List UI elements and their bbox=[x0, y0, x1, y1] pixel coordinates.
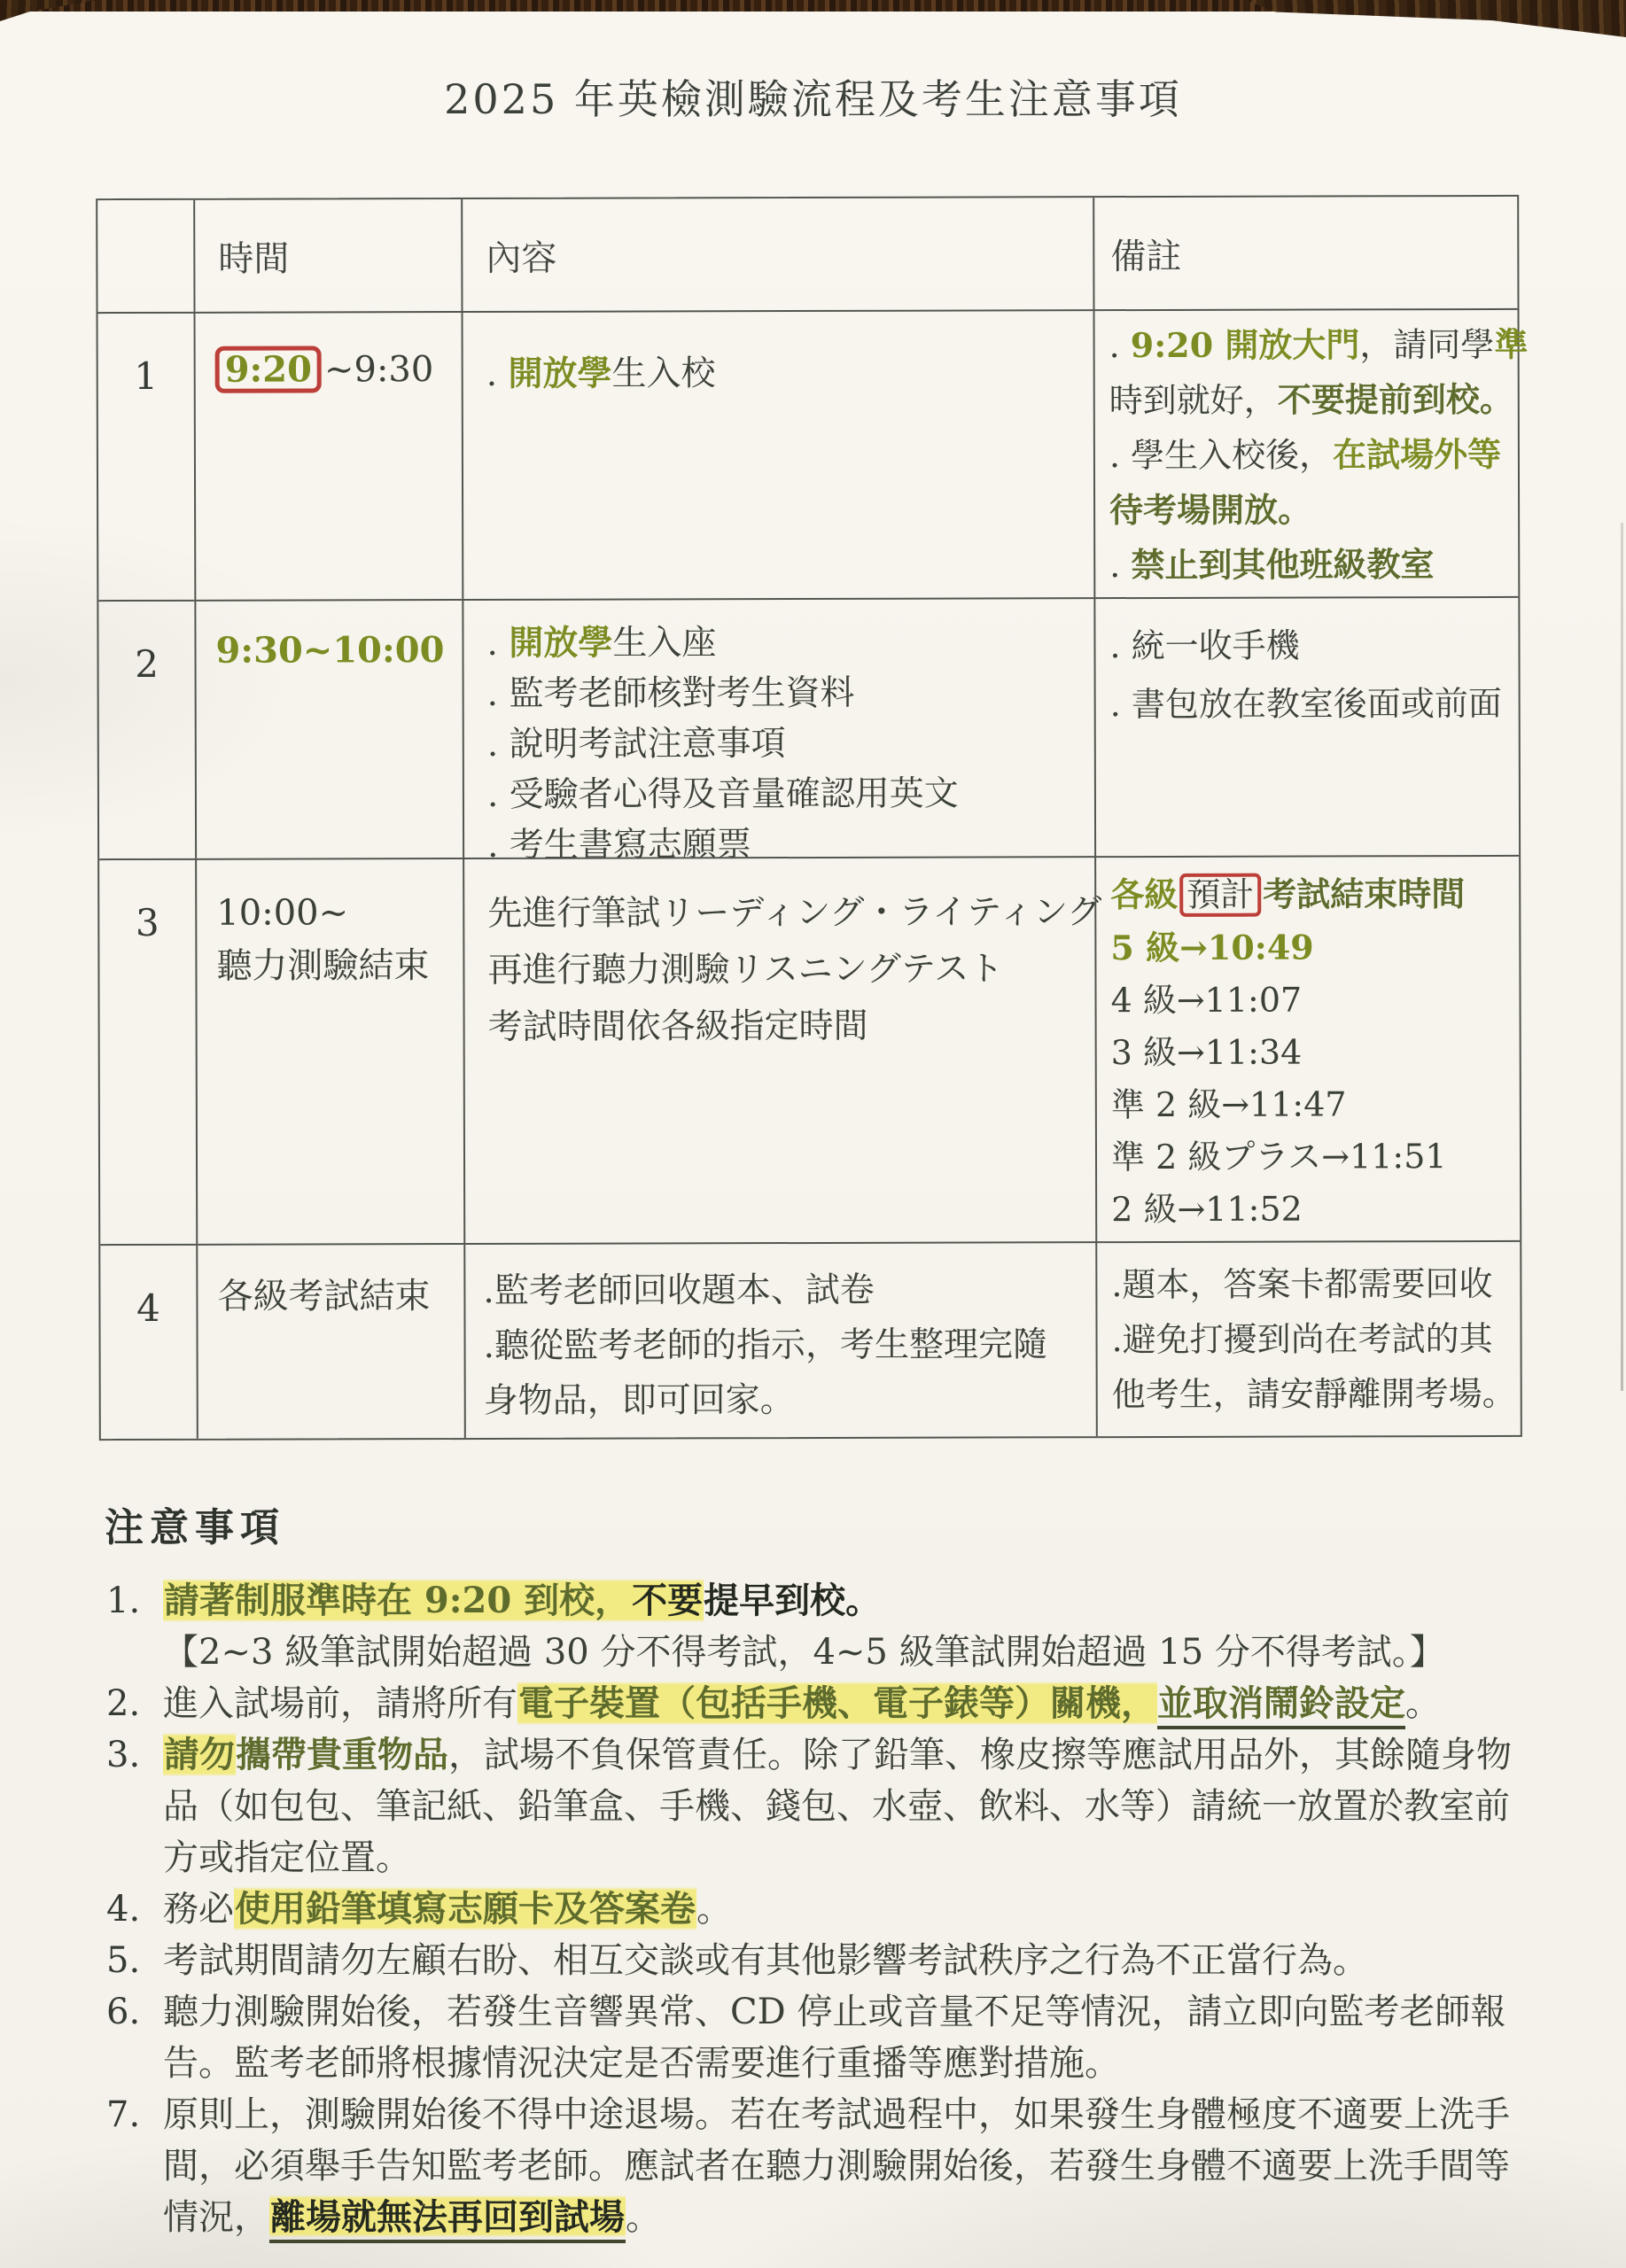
text-line bbox=[487, 884, 1102, 943]
note-lines bbox=[163, 1729, 1575, 1884]
remark-cell bbox=[1094, 855, 1520, 1241]
text-segment: 原則上，測驗開始後不得中途退場。若在考試過程中，如果發生身體極度不適要上洗手 bbox=[163, 2094, 1510, 2135]
table-header-number bbox=[97, 200, 193, 312]
note-item bbox=[105, 1678, 1575, 1729]
content-cell bbox=[463, 1241, 1096, 1438]
text-line bbox=[1109, 537, 1518, 593]
text-segment: ，請同學 bbox=[1359, 324, 1495, 365]
text-segment: 生入校 bbox=[611, 353, 716, 394]
text-segment: . 考生書寫志願票 bbox=[487, 825, 751, 866]
text-line bbox=[1111, 1183, 1520, 1236]
text-segment: 身物品，即可回家。 bbox=[483, 1380, 795, 1421]
text-line bbox=[487, 718, 1094, 770]
text-segment: 在試場外等 bbox=[1333, 433, 1502, 475]
remark-cell bbox=[1093, 596, 1519, 856]
note-item bbox=[105, 1729, 1575, 1884]
text-segment: 聽力測驗開始後，若發生音響異常、CD 停止或音量不足等情況，請立即向監考老師報 bbox=[163, 1992, 1506, 2032]
text-segment: . 監考老師核對考生資料 bbox=[486, 672, 855, 714]
text-line bbox=[163, 1627, 1575, 1678]
content-cell bbox=[462, 309, 1094, 599]
text-segment: 請著制服準時在 9:20 到校， bbox=[163, 1576, 631, 1625]
text-segment: 4 級→11:07 bbox=[1110, 980, 1303, 1021]
row-number: 4 bbox=[100, 1244, 197, 1439]
note-number: 7. bbox=[106, 2094, 141, 2135]
text-line bbox=[487, 941, 1094, 999]
text-segment: 開放學 bbox=[509, 622, 613, 664]
text-line bbox=[163, 1986, 1575, 2038]
table-header-content: 內容 bbox=[461, 198, 1093, 311]
text-line bbox=[1111, 1256, 1520, 1312]
remark-cell bbox=[1095, 1240, 1521, 1436]
text-segment: 提早到校。 bbox=[704, 1580, 882, 1621]
text-segment: 5 級→10:49 bbox=[1110, 927, 1314, 968]
text-segment: 先進行筆試リーディング・ライティング bbox=[487, 892, 1102, 934]
text-segment: 。 bbox=[1405, 1683, 1441, 1724]
text-segment: 間，必須舉手告知監考老師。應試者在聽力測驗開始後，若發生身體不適要上洗手間等 bbox=[163, 2146, 1510, 2186]
text-segment: .監考老師回收題本、試卷 bbox=[483, 1270, 875, 1311]
text-segment: 預計 bbox=[1179, 874, 1261, 917]
scan-edge-top-right bbox=[1245, 0, 1626, 37]
table-header-remark: 備註 bbox=[1093, 197, 1517, 309]
note-number: 3. bbox=[106, 1735, 141, 1775]
text-segment: 9:30~10:00 bbox=[215, 629, 445, 672]
note-number: 2. bbox=[106, 1683, 141, 1724]
text-segment: .題本，答案卡都需要回收 bbox=[1111, 1263, 1493, 1305]
remark-cell bbox=[1093, 308, 1529, 597]
text-segment: 準 bbox=[1494, 323, 1529, 364]
text-segment: 方或指定位置。 bbox=[163, 1837, 411, 1878]
note-item bbox=[105, 2089, 1575, 2243]
text-line bbox=[486, 617, 1093, 669]
text-line bbox=[483, 1262, 1095, 1319]
text-segment: 攜帶貴重物品 bbox=[236, 1734, 448, 1775]
note-lines bbox=[163, 1678, 1575, 1729]
text-segment: 情況， bbox=[163, 2197, 269, 2238]
text-segment: 。 bbox=[626, 2197, 661, 2238]
row-number: 1 bbox=[98, 312, 195, 600]
text-segment: 各級 bbox=[1110, 874, 1179, 915]
content-cell bbox=[462, 597, 1094, 866]
text-segment: ，試場不負保管責任。除了鉛筆、橡皮擦等應試用品外，其餘隨身物 bbox=[448, 1735, 1512, 1775]
note-item bbox=[105, 1986, 1575, 2089]
note-lines bbox=[163, 1935, 1575, 1986]
text-segment: 準 2 級プラス→11:51 bbox=[1110, 1137, 1447, 1177]
text-line bbox=[163, 2140, 1575, 2192]
table-header-time: 時間 bbox=[193, 199, 461, 312]
text-line bbox=[1109, 317, 1529, 373]
notes-heading: 注意事項 bbox=[105, 1505, 285, 1550]
text-line bbox=[163, 1884, 1575, 1935]
text-segment: 開放學 bbox=[508, 353, 612, 394]
text-segment: 禁止到其他班級教室 bbox=[1131, 544, 1435, 586]
text-line bbox=[487, 667, 1094, 719]
text-line bbox=[1110, 867, 1519, 921]
note-number: 4. bbox=[106, 1889, 141, 1930]
text-segment: 務必 bbox=[163, 1889, 234, 1930]
notes-section bbox=[105, 1495, 1575, 2243]
text-segment: .聽從監考老師的指示，考生整理完隨 bbox=[483, 1324, 1048, 1366]
text-line bbox=[488, 998, 1095, 1056]
text-segment: . 統一收手機 bbox=[1109, 625, 1300, 666]
text-segment: 告。監考老師將根據情況決定是否需要進行重播等應對措施。 bbox=[163, 2043, 1120, 2084]
text-segment: 並取消鬧鈴設定 bbox=[1157, 1682, 1405, 1729]
text-line bbox=[1109, 482, 1518, 538]
notes-list bbox=[105, 1575, 1575, 2243]
text-segment: 準 2 級→11:47 bbox=[1110, 1084, 1347, 1125]
text-line bbox=[1109, 616, 1518, 675]
text-segment: . 說明考試注意事項 bbox=[486, 724, 786, 765]
text-line bbox=[483, 1317, 1095, 1374]
text-line bbox=[1110, 974, 1519, 1027]
text-segment: .避免打擾到尚在考試的其 bbox=[1111, 1318, 1493, 1360]
text-line bbox=[163, 1781, 1575, 1832]
text-segment: . bbox=[486, 623, 510, 664]
paper-edge-shadow bbox=[1621, 523, 1623, 1391]
note-item bbox=[105, 1935, 1575, 1986]
text-line bbox=[1111, 1026, 1520, 1079]
text-line bbox=[215, 343, 462, 397]
note-number: 1. bbox=[106, 1581, 141, 1621]
time-cell bbox=[196, 1243, 464, 1439]
text-segment: 時到就好， bbox=[1109, 380, 1278, 421]
text-line bbox=[487, 768, 1094, 820]
text-segment: . bbox=[1109, 326, 1131, 366]
page-title: 2025 年英檢測驗流程及考生注意事項 bbox=[444, 75, 1182, 123]
schedule-table bbox=[96, 195, 1529, 1441]
text-line bbox=[1109, 372, 1518, 428]
note-item bbox=[105, 1884, 1575, 1935]
text-segment: 離場就無法再回到試場 bbox=[269, 2193, 626, 2243]
text-segment: . 學生入校後， bbox=[1109, 435, 1334, 476]
text-segment: 。 bbox=[696, 1889, 732, 1930]
text-line bbox=[217, 1270, 463, 1324]
text-segment: 他考生，請安靜離開考場。 bbox=[1111, 1373, 1516, 1415]
text-line bbox=[1109, 427, 1518, 483]
content-cell bbox=[463, 856, 1102, 1243]
text-segment: . 受驗者心得及音量確認用英文 bbox=[486, 773, 959, 815]
text-line bbox=[163, 1935, 1575, 1986]
text-segment: 考試時間依各級指定時間 bbox=[487, 1006, 868, 1047]
text-line bbox=[163, 1729, 1575, 1781]
text-line bbox=[163, 2089, 1575, 2140]
text-line bbox=[1111, 1078, 1520, 1131]
text-segment: . bbox=[486, 353, 509, 394]
text-segment: 品（如包包、筆記紙、鉛筆盒、手機、錢包、水壺、飲料、水等）請統一放置於教室前 bbox=[163, 1786, 1510, 1827]
note-lines bbox=[163, 1986, 1575, 2089]
row-number: 2 bbox=[98, 600, 195, 858]
text-line bbox=[1111, 1311, 1520, 1367]
text-segment: 不要提前到校。 bbox=[1277, 378, 1513, 420]
text-segment: ~9:30 bbox=[323, 349, 434, 391]
text-segment: 【2~3 級筆試開始超過 30 分不得考試，4~5 級筆試開始超過 15 分不得考試。】 bbox=[163, 1632, 1445, 1673]
text-segment: 2 級→11:52 bbox=[1111, 1189, 1303, 1230]
text-line bbox=[163, 2192, 1575, 2243]
text-segment: 9:20 開放大門 bbox=[1130, 324, 1360, 366]
time-cell bbox=[194, 599, 463, 858]
time-cell bbox=[195, 858, 463, 1244]
text-segment: 請勿 bbox=[163, 1730, 236, 1779]
note-lines bbox=[163, 2089, 1575, 2243]
note-number: 6. bbox=[106, 1992, 141, 2032]
text-line bbox=[215, 624, 462, 678]
text-line bbox=[486, 346, 1093, 400]
text-segment: 考試期間請勿左顧右盼、相互交談或有其他影響考試秩序之行為不正當行為。 bbox=[163, 1940, 1368, 1981]
text-segment: 電子裝置（包括手機、電子錶等）關機， bbox=[517, 1679, 1157, 1728]
text-segment: . 書包放在教室後面或前面 bbox=[1109, 683, 1502, 725]
text-line bbox=[1110, 920, 1519, 975]
text-segment: 考試結束時間 bbox=[1263, 874, 1466, 914]
note-item bbox=[105, 1575, 1575, 1678]
text-segment: 再進行聽力測驗リスニングテスト bbox=[487, 949, 1004, 990]
text-line bbox=[484, 1372, 1096, 1429]
note-lines bbox=[163, 1884, 1575, 1935]
note-number: 5. bbox=[106, 1940, 141, 1981]
text-line bbox=[163, 1678, 1575, 1729]
text-segment: 進入試場前，請將所有 bbox=[163, 1683, 517, 1724]
note-lines bbox=[163, 1575, 1575, 1678]
text-segment: 9:20 bbox=[215, 346, 322, 393]
text-line bbox=[1111, 1130, 1520, 1184]
time-cell bbox=[194, 311, 463, 600]
row-number: 3 bbox=[99, 858, 196, 1244]
text-segment: 3 級→11:34 bbox=[1110, 1032, 1303, 1073]
text-line bbox=[216, 886, 463, 940]
text-segment: 不要 bbox=[631, 1576, 704, 1625]
text-line bbox=[1112, 1366, 1521, 1422]
text-segment: 使用鉛筆填寫志願卡及答案卷 bbox=[234, 1884, 696, 1933]
text-segment: 生入座 bbox=[612, 623, 717, 664]
text-segment: 各級考試結束 bbox=[217, 1276, 431, 1317]
text-segment: 待考場開放。 bbox=[1109, 489, 1312, 531]
text-segment: . bbox=[1109, 546, 1132, 586]
text-line bbox=[163, 1832, 1575, 1884]
text-segment: 聽力測驗結束 bbox=[216, 945, 430, 987]
text-line bbox=[216, 939, 463, 993]
text-line bbox=[163, 2038, 1575, 2089]
text-line bbox=[163, 1575, 1575, 1627]
text-line bbox=[1110, 674, 1519, 734]
text-segment: 10:00~ bbox=[216, 892, 349, 934]
